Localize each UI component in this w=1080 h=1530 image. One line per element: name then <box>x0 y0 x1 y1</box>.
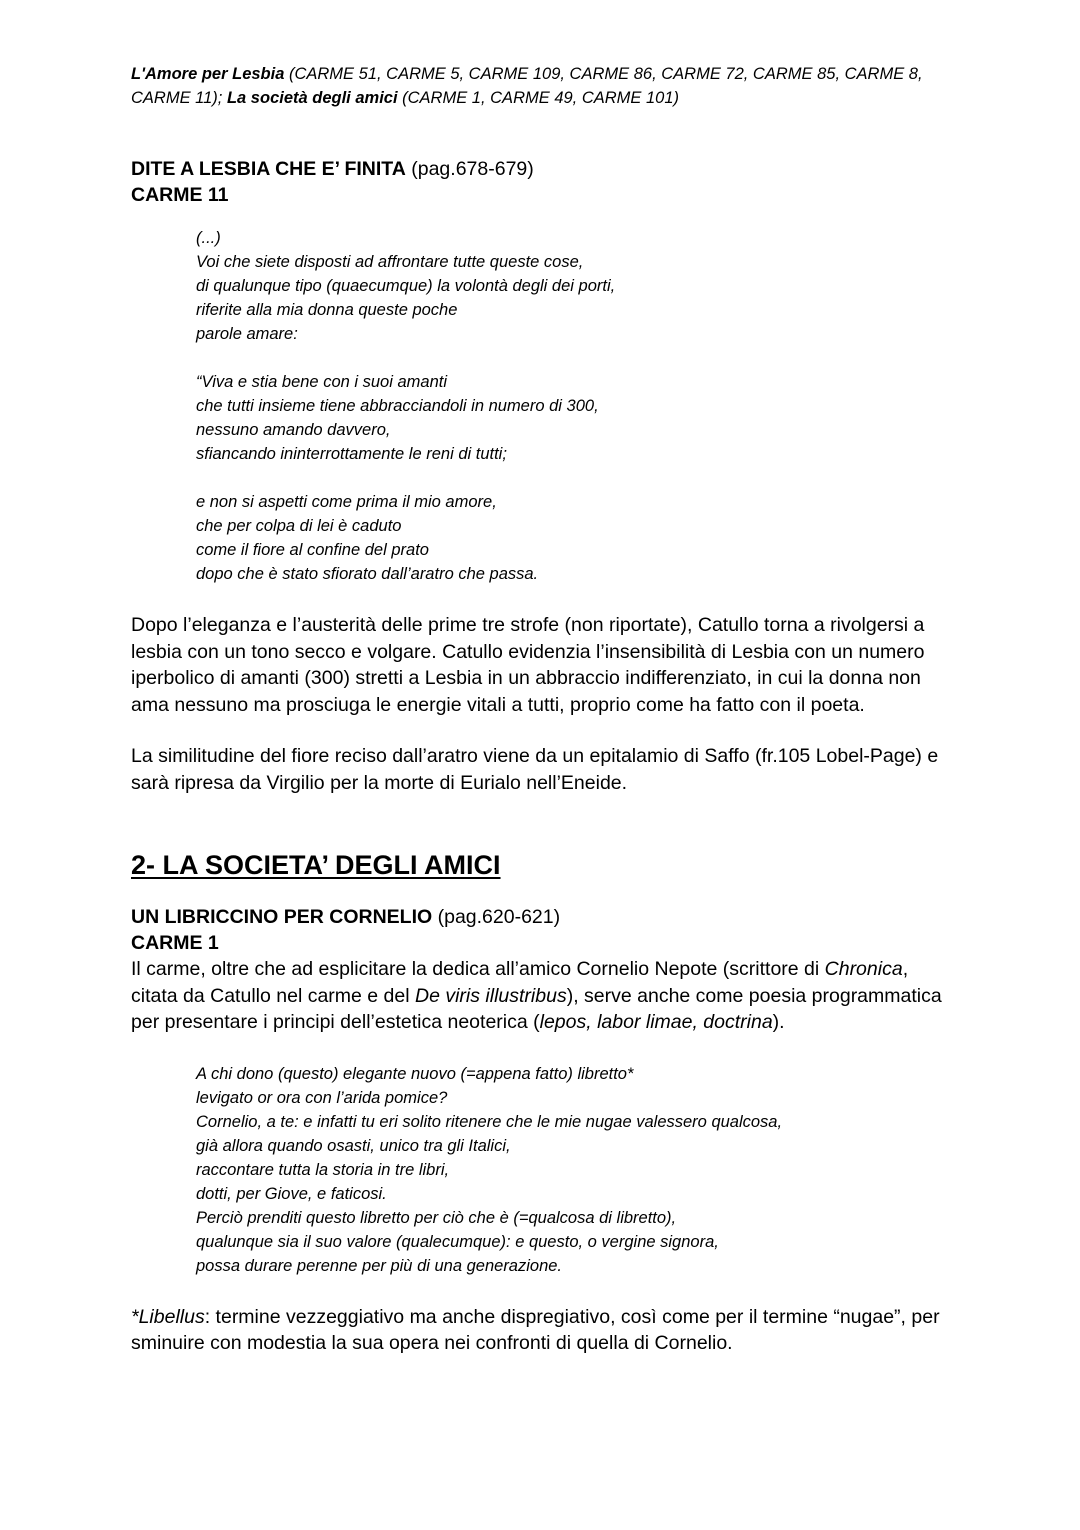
section2-carme-text: CARME 1 <box>131 932 219 954</box>
poem-line: e non si aspetti come prima il mio amore, <box>196 493 497 511</box>
carme11-poem <box>196 226 951 586</box>
poem-line: Voi che siete disposti ad affrontare tutte queste cose, <box>196 253 584 271</box>
poem-line: qualunque sia il suo valore (qualecumque): e questo, o vergine signora, <box>196 1232 719 1251</box>
intro-text-1: Il carme, oltre che ad esplicitare la dedica all’amico Cornelio Nepote (scrittore di <box>131 958 825 980</box>
poem-line: raccontare tutta la storia in tre libri, <box>196 1160 450 1179</box>
topic-love-lesbia-refs-cont: CARME 11); <box>131 89 227 107</box>
section1-commentary-1: Dopo l’eleganza e l’austerità delle prime tre strofe (non riportate), Catullo torna a rivolgersi a lesbia con un tono secco e volgare. Catullo evidenzia l’insensibilità di Lesbia con un numero iperbolico di amanti (300) stretti a Lesbia in un abbraccio indifferenziato, in cui la donna non ama nessuno ma prosciuga le energie vitali a tutti, proprio come ha fatto con il poeta. <box>131 614 925 716</box>
poem-line: nessuno amando davvero, <box>196 421 391 439</box>
section2-title <box>131 904 951 930</box>
poem-line: parole amare: <box>196 325 298 343</box>
intro-text-4: ). <box>772 1011 785 1033</box>
poem-line: dopo che è stato sfiorato dall’aratro che passa. <box>196 565 539 583</box>
intro-chronica: Chronica <box>824 958 903 980</box>
intro-de-viris: De viris illustribus <box>415 984 567 1007</box>
poem-line: di qualunque tipo (quaecumque) la volontà degli dei porti, <box>196 277 616 295</box>
intro-text-3: ), serve anche come poesia programmatica per presentare i principi dell’estetica neoterica ( <box>131 984 942 1033</box>
poem-line: A chi dono (questo) elegante nuovo (=appena fatto) libretto* <box>196 1064 634 1083</box>
poem-line: sfiancando ininterrottamente le reni di tutti; <box>196 445 507 463</box>
section1-commentary-2: La similitudine del fiore reciso dall’aratro viene da un epitalamio di Saffo (fr.105 Lobel-Page) e sarà ripresa da Virgilio per la morte di Eurialo nell’Eneide. <box>131 745 939 794</box>
topic-love-lesbia-refs: (CARME 51, CARME 5, CARME 109, CARME 86, CARME 72, CARME 85, CARME 8, <box>284 65 923 83</box>
section1-carme-text: CARME 11 <box>131 184 229 206</box>
poem-line: che per colpa di lei è caduto <box>196 517 402 535</box>
document-header <box>131 62 951 110</box>
section1-title <box>131 156 951 182</box>
poem-stanza <box>196 1062 951 1278</box>
poem-line: riferite alla mia donna queste poche <box>196 301 458 319</box>
intro-text-2: , citata da Catullo nel carme e del <box>131 958 909 1007</box>
poem-line: che tutti insieme tiene abbracciandoli in numero di 300, <box>196 397 599 415</box>
poem-line: (...) <box>196 229 221 247</box>
section2-heading: 2- LA SOCIETA’ DEGLI AMICI <box>131 850 501 880</box>
poem-stanza <box>196 370 951 466</box>
poem-stanza <box>196 490 951 586</box>
document-page <box>131 62 951 1357</box>
section1-title-text: DITE A LESBIA CHE E’ FINITA <box>131 158 406 180</box>
section1-carme <box>131 182 951 208</box>
topic-society-friends: La società degli amici <box>226 89 398 107</box>
carme1-poem <box>196 1062 951 1278</box>
section2-pages: (pag.620-621) <box>432 906 561 928</box>
poem-line: come il fiore al confine del prato <box>196 541 429 559</box>
poem-stanza <box>196 226 951 346</box>
poem-line: Cornelio, a te: e infatti tu eri solito ritenere che le mie nugae valessero qualcosa, <box>196 1112 783 1131</box>
section2-intro <box>131 956 951 1036</box>
poem-line: possa durare perenne per più di una generazione. <box>196 1256 563 1275</box>
topic-society-friends-refs: (CARME 1, CARME 49, CARME 101) <box>397 89 680 107</box>
libellus-note <box>131 1304 951 1357</box>
section2-title-text: UN LIBRICCINO PER CORNELIO <box>131 906 433 928</box>
topic-love-lesbia: L'Amore per Lesbia <box>131 65 285 83</box>
header-topics <box>131 62 951 110</box>
poem-line: “Viva e stia bene con i suoi amanti <box>196 373 448 391</box>
poem-line: Perciò prenditi questo libretto per ciò che è (=qualcosa di libretto), <box>196 1208 677 1227</box>
intro-principles: lepos, labor limae, doctrina <box>539 1011 773 1033</box>
libellus-note-text: : termine vezzeggiativo ma anche dispregiativo, così come per il termine “nugae”, per sminuire con modestia la sua opera nei confronti di quella di Cornelio. <box>131 1305 940 1354</box>
section2-carme <box>131 930 951 956</box>
libellus-term: *Libellus <box>131 1305 205 1328</box>
poem-line: dotti, per Giove, e faticosi. <box>196 1184 387 1203</box>
poem-line: levigato or ora con l’arida pomice? <box>196 1088 448 1107</box>
poem-line: già allora quando osasti, unico tra gli Italici, <box>196 1136 511 1155</box>
section1-pages: (pag.678-679) <box>405 158 534 180</box>
